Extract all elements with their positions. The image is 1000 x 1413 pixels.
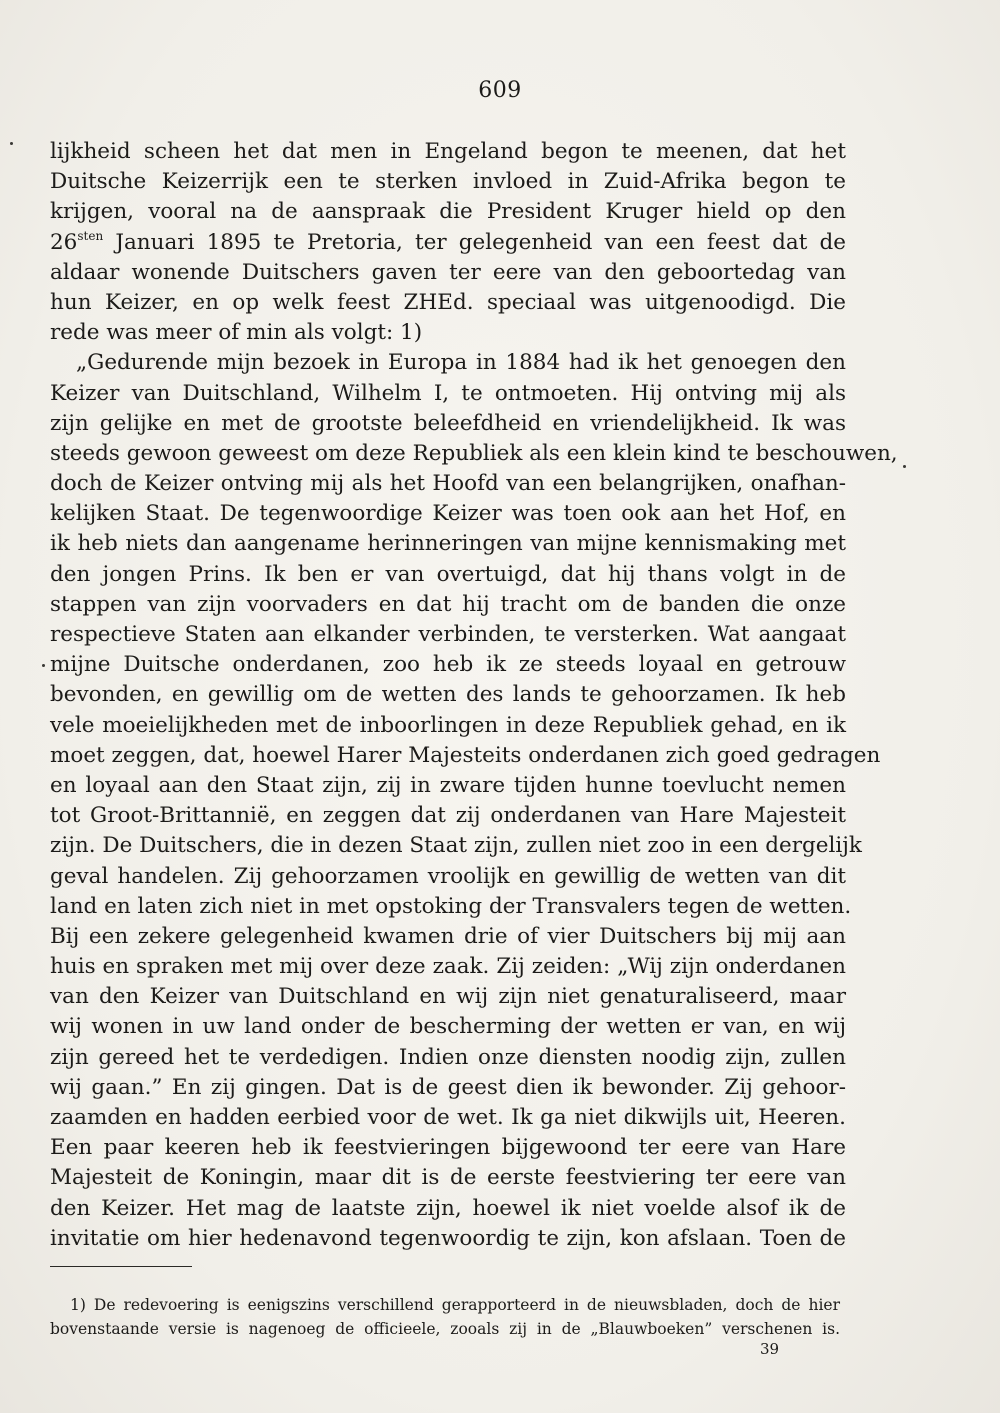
text-line: krijgen, vooral na de aanspraak die President Kruger hield op den [50,199,846,225]
text-line: doch de Keizer ontving mij als het Hoofd van een belangrijken, onafhan- [50,471,846,497]
footnote-line: 1) De redevoering is eenigszins verschillend gerapporteerd in de nieuwsbladen, doch de hier [70,1296,840,1314]
text-line: land en laten zich niet in met opstoking der Transvalers tegen de wetten. [50,893,852,919]
text-line: Keizer van Duitschland, Wilhelm I, te ontmoeten. Hij ontving mij als [50,380,846,406]
text-line: bevonden, en gewillig om de wetten des lands te gehoorzamen. Ik heb [50,682,846,708]
text-line: kelijken Staat. De tegenwoordige Keizer was toen ook aan het Hof, en [50,501,846,527]
text-line: den Keizer. Het mag de laatste zijn, hoewel ik niet voelde alsof ik de [50,1195,846,1221]
text-line: zijn. De Duitschers, die in dezen Staat zijn, zullen niet zoo in een dergelijk [50,833,862,859]
text-line: „Gedurende mijn bezoek in Europa in 1884 had ik het genoegen den [76,350,846,376]
text-line: Majesteit de Koningin, maar dit is de eerste feestviering ter eere van [50,1165,846,1191]
page-number: 609 [478,78,522,103]
text-line-rest: Januari 1895 te Pretoria, ter gelegenheid van een feest dat de [115,229,846,255]
text-line: den jongen Prins. Ik ben er van overtuigd, dat hij thans volgt in de [50,561,846,587]
text-line: geval handelen. Zij gehoorzamen vroolijk en gewillig de wetten van dit [50,863,846,889]
text-line: huis en spraken met mij over deze zaak. Zij zeiden: „Wij zijn onderdanen [50,954,846,980]
text-line: mijne Duitsche onderdanen, zoo heb ik ze steeds loyaal en getrouw [50,652,846,678]
text-line: van den Keizer van Duitschland en wij zijn niet genaturaliseerd, maar [50,984,846,1010]
text-line: tot Groot-Brittannië, en zeggen dat zij onderdanen van Hare Majesteit [50,803,846,829]
text-line: stappen van zijn voorvaders en dat hij tracht om de banden die onze [50,591,846,617]
footnote-divider [50,1266,192,1267]
date-ordinal: sten [77,228,104,243]
footnote-line: bovenstaande versie is nagenoeg de officieele, zooals zij in de „Blauwboeken” verschenen is. [50,1320,840,1338]
text-line: rede was meer of min als volgt: 1) [50,320,423,346]
margin-speck [10,142,13,145]
text-line: en loyaal aan den Staat zijn, zij in zware tijden hunne toevlucht nemen [50,772,846,798]
text-line: aldaar wonende Duitschers gaven ter eere van den geboortedag van [50,259,846,285]
margin-speck [903,465,906,468]
body-text [50,137,898,1254]
text-line-with-date [50,228,846,258]
text-line: Bij een zekere gelegenheid kwamen drie of vier Duitschers bij mij aan [50,923,846,949]
date-day: 26 [50,229,78,255]
signature-mark: 39 [760,1340,780,1358]
text-line: respectieve Staten aan elkander verbinden, te versterken. Wat aangaat [50,622,846,647]
text-line: steeds gewoon geweest om deze Republiek als een klein kind te beschouwen, [50,440,898,466]
text-line: moet zeggen, dat, hoewel Harer Majesteits onderdanen zich goed gedragen [50,742,881,768]
text-line: wij wonen in uw land onder de bescherming der wetten er van, en wij [50,1014,846,1040]
text-line: vele moeielijkheden met de inboorlingen in deze Republiek gehad, en ik [50,712,846,738]
margin-speck [42,664,45,667]
text-line: zijn gelijke en met de grootste beleefdheid en vriendelijkheid. Ik was [50,410,846,436]
text-line: Duitsche Keizerrijk een te sterken invloed in Zuid-Afrika begon te [50,169,846,195]
text-line: ik heb niets dan aangename herinneringen van mijne kennismaking met [50,531,846,557]
text-line: Een paar keeren heb ik feestvieringen bijgewoond ter eere van Hare [50,1135,846,1161]
text-line: hun Keizer, en op welk feest ZHEd. speciaal was uitgenoodigd. Die [50,289,846,315]
text-line: wij gaan.” En zij gingen. Dat is de geest dien ik bewonder. Zij gehoor- [50,1074,846,1100]
footnotes [50,1293,840,1341]
text-line: zijn gereed het te verdedigen. Indien onze diensten noodig zijn, zullen [50,1044,846,1070]
text-line: lijkheid scheen het dat men in Engeland begon te meenen, dat het [50,139,846,164]
text-line: invitatie om hier hedenavond tegenwoordig te zijn, kon afslaan. Toen de [50,1225,846,1251]
text-line: zaamden en hadden eerbied voor de wet. Ik ga niet dikwijls uit, Heeren. [50,1105,846,1130]
